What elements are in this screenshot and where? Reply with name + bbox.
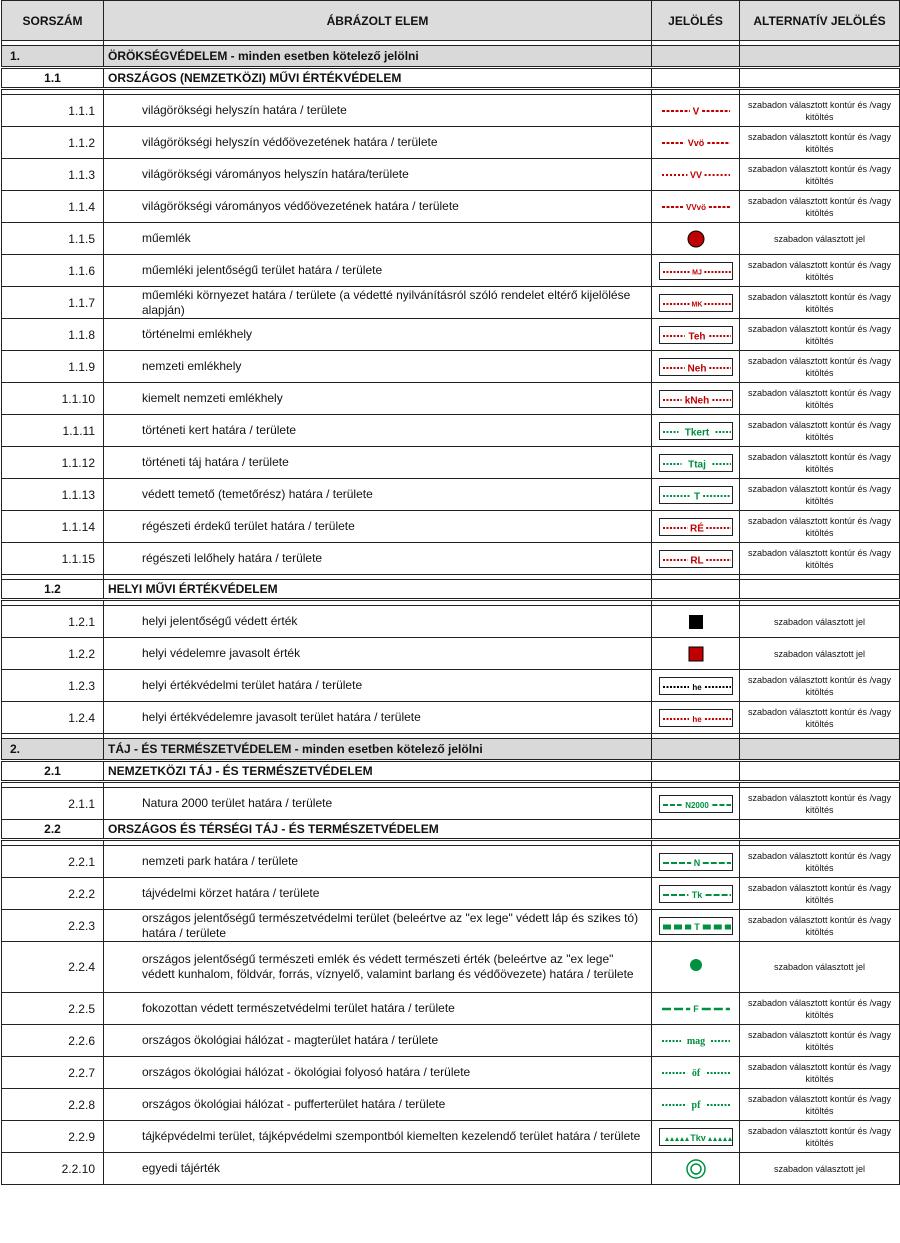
symbol-box [659, 917, 733, 935]
row-symbol [652, 543, 740, 575]
symbol-box [659, 853, 733, 871]
svg-text:RÉ: RÉ [689, 523, 704, 535]
row-name: világörökségi várományos védőövezetének határa / területe [104, 191, 652, 223]
table-row [2, 638, 900, 670]
row-number: 1.1.8 [2, 319, 104, 351]
svg-text:Tkert: Tkert [684, 427, 709, 439]
section-title: ÖRÖKSÉGVÉDELEM - minden esetben kötelező jelölni [104, 46, 652, 68]
row-name: országos jelentőségű természetvédelmi terület (beleértve az "ex lege" védett láp és szikes tó) határa / területe [104, 910, 652, 942]
row-alternative: szabadon választott jel [740, 638, 900, 670]
section-number: 1.1 [2, 68, 104, 89]
table-row [2, 319, 900, 351]
row-alternative: szabadon választott kontúr és /vagy kitöltés [740, 95, 900, 127]
symbol [659, 1000, 733, 1018]
svg-text:Ttaj: Ttaj [687, 459, 706, 471]
row-number: 1.2.1 [2, 606, 104, 638]
table-row [2, 223, 900, 255]
row-name: régészeti lelőhely határa / területe [104, 543, 652, 575]
row-number: 2.2.6 [2, 1025, 104, 1057]
table-row [2, 993, 900, 1025]
row-alternative: szabadon választott kontúr és /vagy kitöltés [740, 255, 900, 287]
row-alternative: szabadon választott kontúr és /vagy kitöltés [740, 159, 900, 191]
row-symbol [652, 702, 740, 734]
symbol-box [659, 518, 733, 536]
section-title: HELYI MŰVI ÉRTÉKVÉDELEM [104, 580, 652, 600]
row-alternative: szabadon választott kontúr és /vagy kitöltés [740, 1089, 900, 1121]
symbol-box [659, 390, 733, 408]
row-number: 1.1.10 [2, 383, 104, 415]
svg-text:N: N [693, 857, 700, 868]
table-row [2, 543, 900, 575]
legend-table [1, 0, 900, 1185]
row-number: 2.2.7 [2, 1057, 104, 1089]
row-name: kiemelt nemzeti emlékhely [104, 383, 652, 415]
row-name: országos ökológiai hálózat - pufferterület határa / területe [104, 1089, 652, 1121]
row-number: 2.2.5 [2, 993, 104, 1025]
helyi-javasolt-ertek-symbol [659, 643, 733, 665]
row-name: világörökségi várományos helyszín határa/területe [104, 159, 652, 191]
row-symbol [652, 415, 740, 447]
symbol-box [659, 294, 733, 312]
row-name: fokozottan védett természetvédelmi terület határa / területe [104, 993, 652, 1025]
symbol [659, 1064, 733, 1082]
row-alternative: szabadon választott kontúr és /vagy kitöltés [740, 351, 900, 383]
row-number: 1.1.14 [2, 511, 104, 543]
row-alternative: szabadon választott kontúr és /vagy kitöltés [740, 993, 900, 1025]
row-number: 2.2.9 [2, 1121, 104, 1153]
table-header [2, 1, 900, 41]
table-row [2, 910, 900, 942]
symbol-box [659, 454, 733, 472]
svg-text:Neh: Neh [687, 363, 706, 375]
row-alternative: szabadon választott kontúr és /vagy kitöltés [740, 670, 900, 702]
row-alternative: szabadon választott jel [740, 223, 900, 255]
row-name: történeti kert határa / területe [104, 415, 652, 447]
section-number: 2. [2, 739, 104, 761]
termeszeti-emlek-symbol [659, 953, 733, 981]
row-name: világörökségi helyszín határa / területe [104, 95, 652, 127]
row-symbol [652, 1153, 740, 1185]
row-number: 2.2.1 [2, 846, 104, 878]
row-symbol [652, 351, 740, 383]
row-number: 1.2.2 [2, 638, 104, 670]
row-alternative: szabadon választott kontúr és /vagy kitöltés [740, 788, 900, 820]
symbol [659, 1096, 733, 1114]
table-row [2, 1089, 900, 1121]
row-number: 2.2.3 [2, 910, 104, 942]
svg-text:he: he [691, 682, 702, 692]
table-row [2, 942, 900, 993]
symbol-box [659, 358, 733, 376]
section-title: NEMZETKÖZI TÁJ - ÉS TERMÉSZETVÉDELEM [104, 761, 652, 782]
svg-text:F: F [692, 1003, 699, 1014]
row-symbol [652, 942, 740, 993]
row-symbol [652, 846, 740, 878]
row-name: egyedi tájérték [104, 1153, 652, 1185]
row-name: országos ökológiai hálózat - magterület határa / területe [104, 1025, 652, 1057]
svg-text:Tk: Tk [691, 889, 702, 900]
row-name: világörökségi helyszín védőövezetének határa / területe [104, 127, 652, 159]
svg-text:Tkv: Tkv [689, 1132, 706, 1143]
symbol [659, 134, 733, 152]
row-name: helyi védelemre javasolt érték [104, 638, 652, 670]
row-alternative: szabadon választott kontúr és /vagy kitöltés [740, 447, 900, 479]
row-alternative: szabadon választott kontúr és /vagy kitöltés [740, 543, 900, 575]
table-row [2, 383, 900, 415]
row-alternative: szabadon választott kontúr és /vagy kitöltés [740, 702, 900, 734]
row-symbol [652, 878, 740, 910]
row-symbol [652, 511, 740, 543]
subsection-row [2, 580, 900, 600]
row-alternative: szabadon választott kontúr és /vagy kitöltés [740, 1121, 900, 1153]
row-name: nemzeti park határa / területe [104, 846, 652, 878]
row-alternative: szabadon választott kontúr és /vagy kitöltés [740, 127, 900, 159]
row-number: 1.1.6 [2, 255, 104, 287]
row-symbol [652, 191, 740, 223]
symbol-box [659, 677, 733, 695]
row-alternative: szabadon választott kontúr és /vagy kitöltés [740, 1057, 900, 1089]
header-sorszam: SORSZÁM [2, 1, 104, 41]
symbol [659, 102, 733, 120]
row-alternative: szabadon választott kontúr és /vagy kitöltés [740, 479, 900, 511]
row-symbol [652, 788, 740, 820]
row-number: 2.2.10 [2, 1153, 104, 1185]
row-symbol [652, 159, 740, 191]
header-jeloles: JELÖLÉS [652, 1, 740, 41]
row-symbol [652, 670, 740, 702]
row-symbol [652, 910, 740, 942]
row-alternative: szabadon választott kontúr és /vagy kitöltés [740, 1025, 900, 1057]
symbol-box [659, 885, 733, 903]
section-title: TÁJ - ÉS TERMÉSZETVÉDELEM - minden esetben kötelező jelölni [104, 739, 652, 761]
row-symbol [652, 447, 740, 479]
row-number: 1.1.3 [2, 159, 104, 191]
table-row [2, 287, 900, 319]
row-symbol [652, 1089, 740, 1121]
table-row [2, 702, 900, 734]
row-number: 1.1.1 [2, 95, 104, 127]
table-row [2, 846, 900, 878]
row-symbol [652, 993, 740, 1025]
row-number: 1.1.9 [2, 351, 104, 383]
row-alternative: szabadon választott kontúr és /vagy kitöltés [740, 287, 900, 319]
symbol [659, 1032, 733, 1050]
table-row [2, 670, 900, 702]
row-alternative: szabadon választott kontúr és /vagy kitöltés [740, 319, 900, 351]
row-number: 2.2.8 [2, 1089, 104, 1121]
svg-text:he: he [691, 714, 702, 724]
row-symbol [652, 127, 740, 159]
table-row [2, 191, 900, 223]
egyedi-tajertek-symbol [659, 1158, 733, 1180]
symbol-box [659, 326, 733, 344]
svg-text:kNeh: kNeh [684, 395, 709, 407]
section-number: 2.1 [2, 761, 104, 782]
section-number: 2.2 [2, 820, 104, 840]
svg-text:Teh: Teh [687, 331, 706, 343]
row-alternative: szabadon választott kontúr és /vagy kitöltés [740, 383, 900, 415]
table-row [2, 479, 900, 511]
row-name: régészeti érdekű terület határa / területe [104, 511, 652, 543]
row-name: helyi értékvédelmi terület határa / területe [104, 670, 652, 702]
row-name: történelmi emlékhely [104, 319, 652, 351]
table-row [2, 95, 900, 127]
row-name: történeti táj határa / területe [104, 447, 652, 479]
section-row [2, 46, 900, 68]
row-alternative: szabadon választott kontúr és /vagy kitöltés [740, 191, 900, 223]
row-symbol [652, 255, 740, 287]
row-number: 1.1.2 [2, 127, 104, 159]
row-symbol [652, 606, 740, 638]
svg-text:pf: pf [691, 1099, 700, 1111]
row-symbol [652, 95, 740, 127]
row-symbol [652, 319, 740, 351]
table-row [2, 878, 900, 910]
row-number: 1.1.4 [2, 191, 104, 223]
table-row [2, 1025, 900, 1057]
row-number: 1.1.12 [2, 447, 104, 479]
row-number: 1.1.13 [2, 479, 104, 511]
row-name: védett temető (temetőrész) határa / területe [104, 479, 652, 511]
symbol-box [659, 422, 733, 440]
symbol [659, 166, 733, 184]
section-number: 1.2 [2, 580, 104, 600]
row-number: 1.2.3 [2, 670, 104, 702]
symbol-box [659, 709, 733, 727]
section-number: 1. [2, 46, 104, 68]
row-name: országos jelentőségű természeti emlék és védett természeti érték (beleértve az "ex lege" védett kunhalom, földvár, forrás, víznyelő, valamint barlang és védőövezete) határa / területe [104, 942, 652, 993]
row-alternative: szabadon választott kontúr és /vagy kitöltés [740, 846, 900, 878]
row-symbol [652, 287, 740, 319]
svg-text:öf: öf [691, 1067, 700, 1079]
symbol-box [659, 1128, 733, 1146]
row-name: országos ökológiai hálózat - ökológiai folyosó határa / területe [104, 1057, 652, 1089]
symbol [659, 198, 733, 216]
row-symbol [652, 1121, 740, 1153]
svg-text:N2000: N2000 [684, 800, 709, 810]
section-title: ORSZÁGOS ÉS TÉRSÉGI TÁJ - ÉS TERMÉSZETVÉDELEM [104, 820, 652, 840]
table-row [2, 511, 900, 543]
table-row [2, 415, 900, 447]
row-alternative: szabadon választott kontúr és /vagy kitöltés [740, 415, 900, 447]
muemlek-symbol [659, 228, 733, 250]
row-number: 1.1.7 [2, 287, 104, 319]
header-abrazolt-elem: ÁBRÁZOLT ELEM [104, 1, 652, 41]
row-number: 1.1.11 [2, 415, 104, 447]
row-number: 1.1.5 [2, 223, 104, 255]
subsection-row [2, 68, 900, 89]
table-row [2, 1057, 900, 1089]
row-name: műemléki jelentőségű terület határa / területe [104, 255, 652, 287]
row-alternative: szabadon választott kontúr és /vagy kitöltés [740, 511, 900, 543]
row-alternative: szabadon választott kontúr és /vagy kitöltés [740, 910, 900, 942]
svg-text:T: T [693, 491, 700, 503]
row-symbol [652, 1057, 740, 1089]
table-row [2, 127, 900, 159]
row-name: nemzeti emlékhely [104, 351, 652, 383]
row-name: helyi jelentőségű védett érték [104, 606, 652, 638]
svg-text:T: T [693, 921, 700, 932]
svg-text:V: V [692, 106, 699, 118]
symbol-box [659, 795, 733, 813]
row-symbol [652, 638, 740, 670]
section-row [2, 739, 900, 761]
row-number: 1.1.15 [2, 543, 104, 575]
row-number: 2.2.4 [2, 942, 104, 993]
row-alternative: szabadon választott jel [740, 942, 900, 993]
symbol-box [659, 486, 733, 504]
row-symbol [652, 383, 740, 415]
table-row [2, 788, 900, 820]
svg-text:mag: mag [686, 1035, 705, 1047]
symbol-box [659, 550, 733, 568]
row-symbol [652, 223, 740, 255]
row-name: tájvédelmi körzet határa / területe [104, 878, 652, 910]
table-row [2, 255, 900, 287]
section-title: ORSZÁGOS (NEMZETKÖZI) MŰVI ÉRTÉKVÉDELEM [104, 68, 652, 89]
svg-text:Vvö: Vvö [687, 137, 704, 148]
table-row [2, 159, 900, 191]
row-name: helyi értékvédelemre javasolt terület határa / területe [104, 702, 652, 734]
subsection-row [2, 820, 900, 840]
row-number: 2.1.1 [2, 788, 104, 820]
row-name: Natura 2000 terület határa / területe [104, 788, 652, 820]
subsection-row [2, 761, 900, 782]
table-row [2, 606, 900, 638]
symbol-box [659, 262, 733, 280]
table-row [2, 1153, 900, 1185]
svg-text:RL: RL [689, 555, 704, 567]
svg-text:VVvö: VVvö [685, 202, 706, 212]
row-symbol [652, 1025, 740, 1057]
row-symbol [652, 479, 740, 511]
row-name: tájképvédelmi terület, tájképvédelmi szempontból kiemelten kezelendő terület határa / területe [104, 1121, 652, 1153]
row-name: műemlék [104, 223, 652, 255]
row-alternative: szabadon választott jel [740, 1153, 900, 1185]
header-alternativ-jeloles: ALTERNATÍV JELÖLÉS [740, 1, 900, 41]
row-name: műemléki környezet határa / területe (a védetté nyilvánításról szóló rendelet eltérő kijelölése alapján) [104, 287, 652, 319]
svg-text:MJ: MJ [691, 269, 702, 277]
table-row [2, 351, 900, 383]
row-number: 2.2.2 [2, 878, 104, 910]
row-alternative: szabadon választott jel [740, 606, 900, 638]
svg-text:MK: MK [691, 301, 702, 309]
table-row [2, 1121, 900, 1153]
helyi-vedett-ertek-symbol [659, 611, 733, 633]
row-number: 1.2.4 [2, 702, 104, 734]
table-row [2, 447, 900, 479]
svg-text:VV: VV [689, 169, 702, 180]
row-alternative: szabadon választott kontúr és /vagy kitöltés [740, 878, 900, 910]
